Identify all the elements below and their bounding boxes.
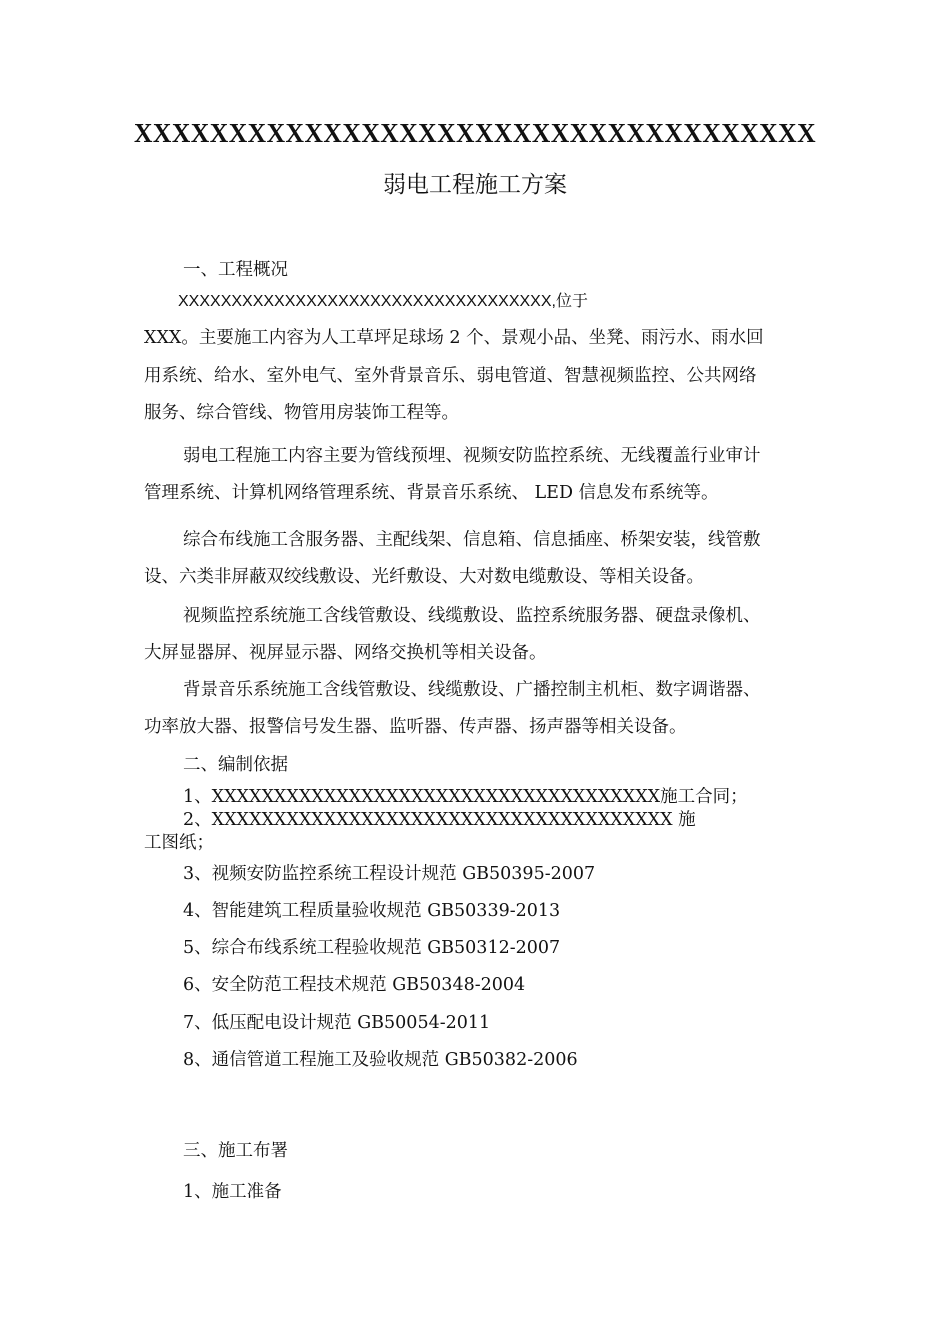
cabling-paragraph-line: 设、六类非屏蔽双绞线敷设、光纤敷设、大对数电缆敷设、等相关设备。	[144, 567, 704, 587]
basis-item: 2、XXXXXXXXXXXXXXXXXXXXXXXXXXXXXXXXXXXXX 施	[183, 810, 696, 830]
music-paragraph-line: 功率放大器、报警信号发生器、监听器、传声器、扬声器等相关设备。	[144, 717, 687, 737]
music-paragraph-line: 背景音乐系统施工含线管敷设、线缆敷设、广播控制主机柜、数字调谐器、	[183, 680, 761, 700]
section-heading-overview: 一、工程概况	[183, 260, 288, 280]
cabling-paragraph-line: 综合布线施工含服务器、主配线架、信息箱、信息插座、桥架安装，线管敷	[183, 530, 761, 550]
section-heading-basis: 二、编制依据	[183, 755, 288, 775]
basis-item: 1、XXXXXXXXXXXXXXXXXXXXXXXXXXXXXXXXXXXX施工合同；	[183, 787, 748, 807]
basis-item: 6、安全防范工程技术规范 GB50348-2004	[183, 975, 526, 995]
section-heading-deployment: 三、施工布署	[183, 1141, 288, 1161]
scope-paragraph-line: 弱电工程施工内容主要为管线预埋、视频安防监控系统、无线覆盖行业审计	[183, 446, 761, 466]
video-paragraph-line: 大屏显器屏、视屏显示器、网络交换机等相关设备。	[144, 643, 547, 663]
scope-paragraph-line: 管理系统、计算机网络管理系统、背景音乐系统、 LED 信息发布系统等。	[144, 483, 719, 503]
basis-item: 8、通信管道工程施工及验收规范 GB50382-2006	[183, 1050, 578, 1070]
subsection-heading-preparation: 1、施工准备	[183, 1182, 282, 1202]
basis-item: 5、综合布线系统工程验收规范 GB50312-2007	[183, 938, 561, 958]
basis-item: 3、视频安防监控系统工程设计规范 GB50395-2007	[183, 864, 596, 884]
basis-item-continuation: 工图纸；	[144, 833, 214, 853]
video-paragraph-line: 视频监控系统施工含线管敷设、线缆敷设、监控系统服务器、硬盘录像机、	[183, 606, 761, 626]
document-title: 弱电工程施工方案	[383, 172, 567, 198]
overview-paragraph-line: XXX。主要施工内容为人工草坪足球场 2 个、景观小品、坐凳、雨污水、雨水回	[144, 328, 764, 348]
document-title-placeholder: XXXXXXXXXXXXXXXXXXXXXXXXXXXXXXXXXXXX	[133, 118, 817, 148]
basis-item: 4、智能建筑工程质量验收规范 GB50339-2013	[183, 901, 561, 921]
overview-paragraph-line: XXXXXXXXXXXXXXXXXXXXXXXXXXXXXXXXXXX,位于	[178, 293, 588, 310]
basis-item: 7、低压配电设计规范 GB50054-2011	[183, 1013, 491, 1033]
overview-paragraph-line: 用系统、给水、室外电气、室外背景音乐、弱电管道、智慧视频监控、公共网络	[144, 366, 757, 386]
overview-paragraph-line: 服务、综合管线、物管用房装饰工程等。	[144, 403, 459, 423]
